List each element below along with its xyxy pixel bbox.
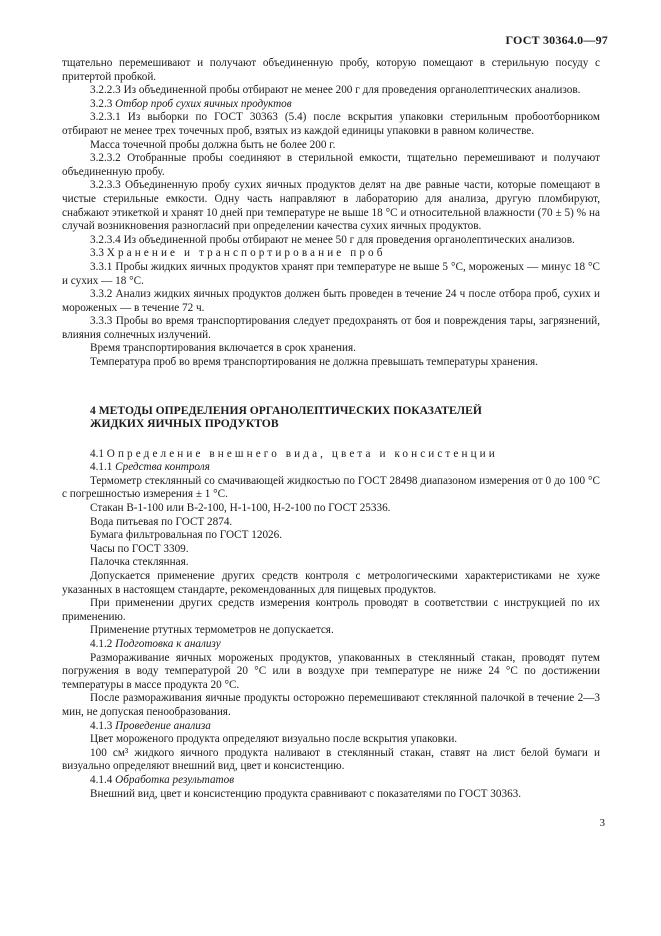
paragraph: Бумага фильтровальная по ГОСТ 12026. bbox=[90, 529, 283, 542]
paragraph: тщательно перемешивают и получают объединенную пробу, которую помещают в стерильную посуду с притертой пробкой. bbox=[62, 57, 600, 83]
section-heading-line: ЖИДКИХ ЯИЧНЫХ ПРОДУКТОВ bbox=[90, 416, 279, 430]
paragraph: 3.2.3.3 Объединенную пробу сухих яичных продуктов делят на две равные части, которые помещают в чистые стерильные емкости. Одну часть направляют в лабораторию для анализа, другую пломбируют, снабжают этикеткой и хранят 10 дней при температуре не выше 18 °С и относительной влажности (70 ± 5) % на случай возникновения разногласий при определении качества сухих яичных продуктов. bbox=[62, 179, 600, 233]
page-number: 3 bbox=[599, 817, 605, 829]
paragraph: Цвет мороженого продукта определяют визуально после вскрытия упаковки. bbox=[90, 733, 458, 746]
paragraph: Вода питьевая по ГОСТ 2874. bbox=[90, 515, 233, 528]
subsection-title bbox=[62, 720, 600, 734]
paragraph: При применении других средств измерения контроль проводят в соответствии с инструкцией по их применению. bbox=[62, 597, 600, 623]
spaced-title-text: Определение внешнего вида, цвета и консистенции bbox=[106, 447, 498, 460]
paragraph: Размораживание яичных мороженых продуктов, упакованных в стеклянный стакан, проводят путем погружения в воду температурой 20 °С или в воздухе при температуре не ниже 24 °С по достижении температуры в массе продукта 20 °С. bbox=[62, 651, 600, 691]
subsection-title bbox=[62, 448, 600, 462]
paragraph: Время транспортирования включается в срок хранения. bbox=[90, 342, 356, 355]
subsection-title bbox=[62, 461, 600, 475]
paragraph: 3.2.3.2 Отобранные пробы соединяют в стерильной емкости, тщательно перемешивают и получают объединенную пробу. bbox=[62, 152, 600, 178]
paragraph: Внешний вид, цвет и консистенцию продукта сравнивают с показателями по ГОСТ 30363. bbox=[90, 787, 522, 800]
subsection-title bbox=[62, 774, 600, 788]
paragraph: Часы по ГОСТ 3309. bbox=[90, 542, 189, 555]
clause-number: 3.3 bbox=[90, 247, 107, 260]
paragraph: 3.3.1 Пробы жидких яичных продуктов хранят при температуре не выше 5 °С, мороженых — минус 18 °С и сухих — 18 °С. bbox=[62, 260, 600, 287]
paragraph: 3.3.2 Анализ жидких яичных продуктов должен быть проведен в течение 24 ч после отбора проб, сухих и мороженых — в течение 72 ч. bbox=[62, 288, 600, 314]
clause-number: 4.1.1 bbox=[90, 461, 116, 474]
subsection-title bbox=[62, 247, 600, 261]
paragraph: Термометр стеклянный со смачивающей жидкостью по ГОСТ 28498 диапазоном измерения от 0 до 100 °С с погрешностью измерения ± 1 °С. bbox=[62, 474, 600, 501]
subsection-title bbox=[62, 98, 600, 112]
paragraph: После размораживания яичные продукты осторожно перемешивают стеклянной палочкой в течение 2—3 мин, не допуская пенообразования. bbox=[62, 692, 600, 718]
subsection-title bbox=[62, 638, 600, 652]
paragraph: 100 см³ жидкого яичного продукта наливают в стеклянный стакан, ставят на лист белой бумаги и визуально определяют внешний вид, цвет и консистенцию. bbox=[62, 746, 600, 773]
subsection-title-text: Подготовка к анализу bbox=[115, 637, 221, 650]
subsection-title-text: Отбор проб сухих яичных продуктов bbox=[115, 97, 292, 110]
clause-number: 3.2.3 bbox=[90, 97, 116, 110]
paragraph: 3.2.2.3 Из объединенной пробы отбирают не менее 200 г для проведения органолептических анализов. bbox=[90, 84, 581, 97]
paragraph: Температура проб во время транспортирования не должна превышать температуры хранения. bbox=[90, 356, 538, 369]
clause-number: 4.1.3 bbox=[90, 719, 116, 732]
page-header-code: ГОСТ 30364.0—97 bbox=[505, 33, 608, 47]
paragraph: Допускается применение других средств контроля с метрологическими характеристиками не хуже указанных в настоящем стандарте, рекомендованных для пищевых продуктов. bbox=[62, 570, 600, 596]
paragraph: Палочка стеклянная. bbox=[90, 556, 189, 569]
clause-number: 4.1.2 bbox=[90, 637, 116, 650]
paragraph: Масса точечной пробы должна быть не более 200 г. bbox=[90, 138, 336, 151]
clause-number: 4.1.4 bbox=[90, 773, 116, 786]
paragraph: 3.3.3 Пробы во время транспортирования следует предохранять от боя и повреждения тары, загрязнений, влияния солнечных излучений. bbox=[62, 315, 600, 341]
document-body bbox=[62, 57, 600, 801]
spaced-title-text: Хранение и транспортирование проб bbox=[106, 247, 386, 260]
subsection-title-text: Обработка результатов bbox=[115, 773, 235, 786]
clause-number: 4.1 bbox=[90, 447, 107, 460]
section-heading-line: 4 МЕТОДЫ ОПРЕДЕЛЕНИЯ ОРГАНОЛЕПТИЧЕСКИХ ПОКАЗАТЕЛЕЙ bbox=[90, 403, 482, 417]
section-heading bbox=[62, 404, 600, 430]
paragraph: Применение ртутных термометров не допускается. bbox=[90, 624, 334, 637]
paragraph: Стакан В-1-100 или В-2-100, Н-1-100, Н-2-100 по ГОСТ 25336. bbox=[90, 502, 391, 515]
paragraph: 3.2.3.4 Из объединенной пробы отбирают не менее 50 г для проведения органолептических анализов. bbox=[90, 233, 575, 246]
subsection-title-text: Проведение анализа bbox=[115, 719, 211, 732]
paragraph: 3.2.3.1 Из выборки по ГОСТ 30363 (5.4) после вскрытия упаковки стерильным пробоотборником отбирают не менее трех точечных проб, взятых из каждой единицы упаковки в равном количестве. bbox=[62, 111, 600, 137]
subsection-title-text: Средства контроля bbox=[115, 461, 210, 474]
